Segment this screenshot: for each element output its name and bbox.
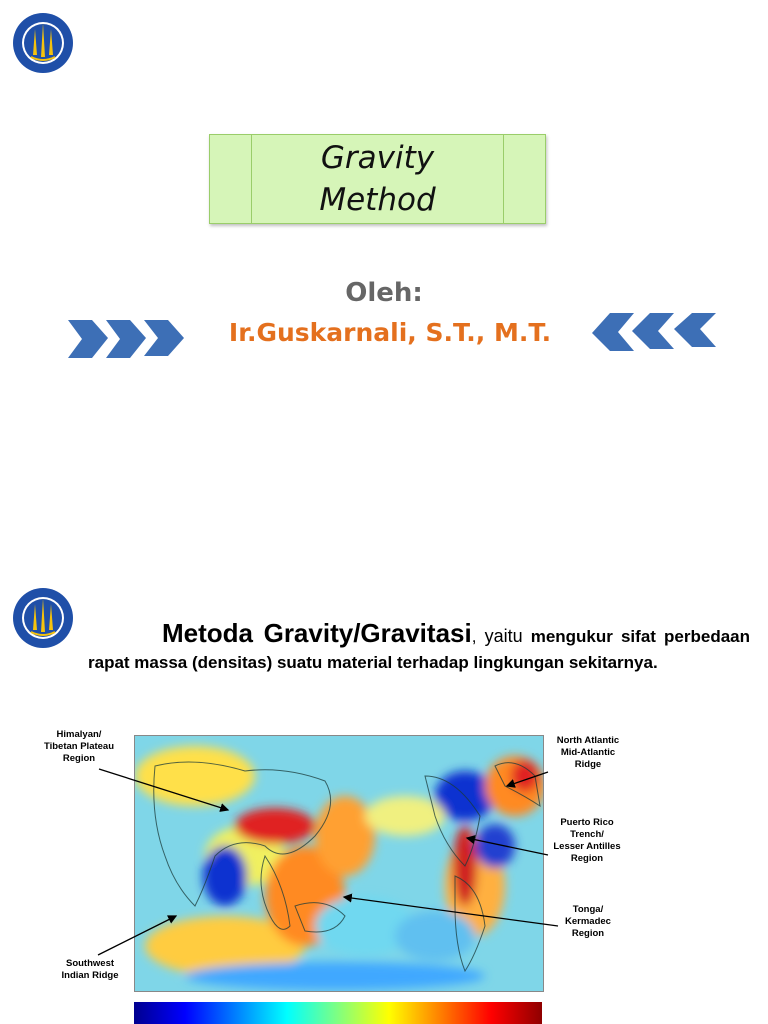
method-heading: Metoda Gravity/Gravitasi xyxy=(162,618,472,648)
gravity-anomaly-map xyxy=(134,735,544,992)
comma: , xyxy=(471,627,477,646)
definition-paragraph xyxy=(88,620,750,676)
label-southwest: Southwest Indian Ridge xyxy=(61,958,119,981)
by-label: Oleh: xyxy=(345,278,423,308)
title-line-1: Gravity xyxy=(320,140,435,176)
definition-text: mengukur sifat perbedaan rapat massa (densitas) suatu material terhadap lingkungan sekitarnya. xyxy=(88,627,750,672)
label-himalayan: Himalyan/ Tibetan Plateau Region xyxy=(43,729,115,764)
label-puerto-rico: Puerto Rico Trench/ Lesser Antilles Region xyxy=(553,817,621,864)
chevrons-left-icon xyxy=(592,311,720,353)
colorbar xyxy=(134,1002,542,1024)
university-logo xyxy=(11,11,75,75)
label-tonga: Tonga/ Kermadec Region xyxy=(565,904,611,939)
title-line-2: Method xyxy=(319,182,436,218)
author-name: Ir.Guskarnali, S.T., M.T. xyxy=(228,318,552,347)
slide-title xyxy=(252,135,503,223)
university-logo-2 xyxy=(11,586,75,650)
label-north-atlantic: North Atlantic Mid-Atlantic Ridge xyxy=(556,735,620,770)
chevrons-right-icon xyxy=(68,318,188,360)
title-box xyxy=(209,134,546,224)
connector-word: yaitu xyxy=(484,626,523,646)
